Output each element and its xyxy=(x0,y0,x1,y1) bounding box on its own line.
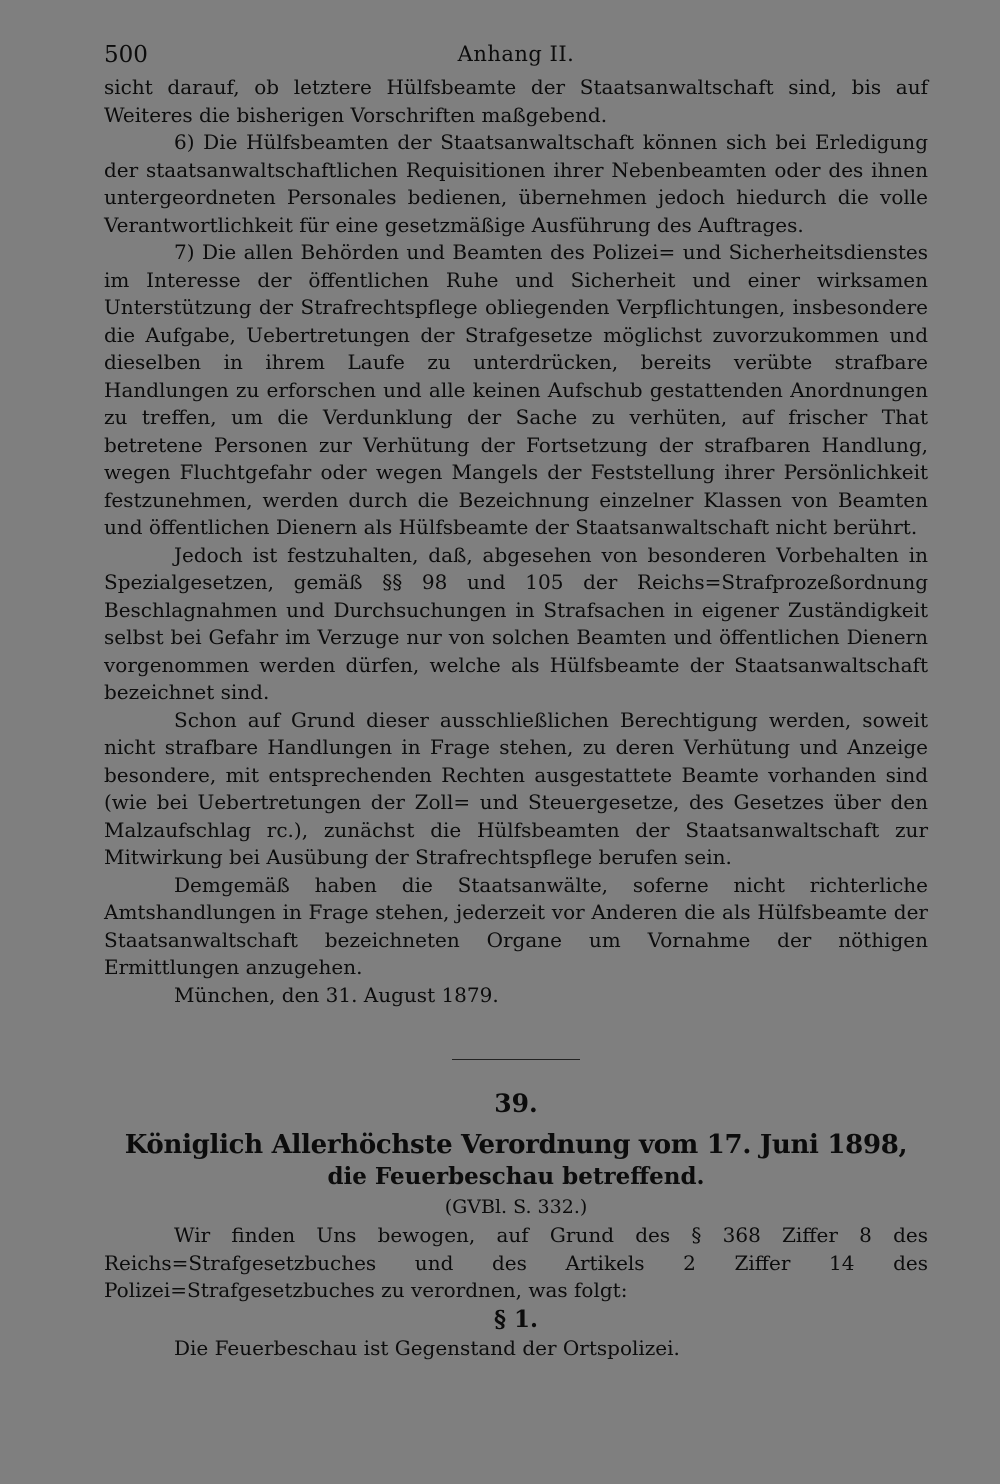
paragraph-schon: Schon auf Grund dieser ausschließlichen Berechtigung werden, soweit nicht strafbare Handlungen in Frage stehen, zu deren Verhütung und Anzeige besondere, mit entsprechenden Rechten ausgestattete Beamte vorhanden sind (wie bei Uebertretungen der Zoll= und Steuergesetze, des Gesetzes über den Malzaufschlag rc.), zunächst die Hülfsbeamten der Staatsanwaltschaft zur Mitwirkung bei Ausübung der Strafrechtspflege berufen sein. xyxy=(104,707,928,869)
decree-number: 39. xyxy=(494,1089,538,1118)
section-divider xyxy=(452,1059,580,1060)
section-mark: § 1. xyxy=(493,1305,539,1333)
decree-subtitle: die Feuerbeschau betreffend. xyxy=(327,1163,705,1190)
running-head: Anhang II. xyxy=(457,42,575,66)
paragraph-continuation: sicht darauf, ob letztere Hülfsbeamte der Staatsanwaltschaft sind, bis auf Weiteres die bisherigen Vorschriften maßgebend. xyxy=(104,75,928,127)
decree-source: (GVBl. S. 332.) xyxy=(444,1196,588,1218)
body-text xyxy=(104,74,928,1009)
paragraph-item-6: 6) Die Hülfsbeamten der Staatsanwaltschaft können sich bei Erledigung der staatsanwaltschaftlichen Requisitionen ihrer Nebenbeamten oder des ihnen untergeordneten Personales bedienen, übernehmen jedoch hiedurch die volle Verantwortlichkeit für eine gesetzmäßige Ausführung des Auftrages. xyxy=(104,130,928,237)
decree-intro: Wir finden Uns bewogen, auf Grund des § 368 Ziffer 8 des Reichs=Strafgesetzbuches und des Artikels 2 Ziffer 14 des Polizei=Strafgesetzbuches zu verordnen, was folgt: xyxy=(104,1223,928,1302)
page-number: 500 xyxy=(104,42,148,68)
paragraph-jedoch: Jedoch ist festzuhalten, daß, abgesehen von besonderen Vorbehalten in Spezialgesetzen, gemäß §§ 98 und 105 der Reichs=Strafprozeßordnung Beschlagnahmen und Durchsuchungen in Strafsachen in eigener Zuständigkeit selbst bei Gefahr im Verzuge nur von solchen Beamten und öffentlichen Dienern vorgenommen werden dürfen, welche als Hülfsbeamte der Staatsanwaltschaft bezeichnet sind. xyxy=(104,542,928,704)
decree-title: Königlich Allerhöchste Verordnung vom 17. Juni 1898, xyxy=(124,1130,908,1160)
date-line: München, den 31. August 1879. xyxy=(174,982,499,1007)
page-header xyxy=(104,38,928,74)
decree-body xyxy=(104,1222,928,1362)
paragraph-demgemaess: Demgemäß haben die Staatsanwälte, soferne nicht richterliche Amtshandlungen in Frage stehen, jederzeit vor Anderen die als Hülfsbeamte der Staatsanwaltschaft bezeichneten Organe um Vornahme der nöthigen Ermittlungen anzugehen. xyxy=(104,872,928,979)
section-text: Die Feuerbeschau ist Gegenstand der Ortspolizei. xyxy=(174,1335,680,1360)
paragraph-item-7: 7) Die allen Behörden und Beamten des Polizei= und Sicherheitsdienstes im Interesse der öffentlichen Ruhe und Sicherheit und einer wirksamen Unterstützung der Strafrechtspflege obliegenden Verpflichtungen, insbesondere die Aufgabe, Uebertretungen der Strafgesetze möglichst zuvorzukommen und dieselben in ihrem Laufe zu unterdrücken, bereits verübte strafbare Handlungen zu erforschen und alle keinen Aufschub gestattenden Anordnungen zu treffen, um die Verdunklung der Sache zu verhüten, auf frischer That betretene Personen zur Verhütung der Fortsetzung der strafbaren Handlung, wegen Fluchtgefahr oder wegen Mangels der Feststellung ihrer Persönlichkeit festzunehmen, werden durch die Bezeichnung einzelner Klassen von Beamten und öffentlichen Dienern als Hülfsbeamte der Staatsanwaltschaft nicht berührt. xyxy=(104,240,928,539)
document-page xyxy=(104,38,928,1362)
